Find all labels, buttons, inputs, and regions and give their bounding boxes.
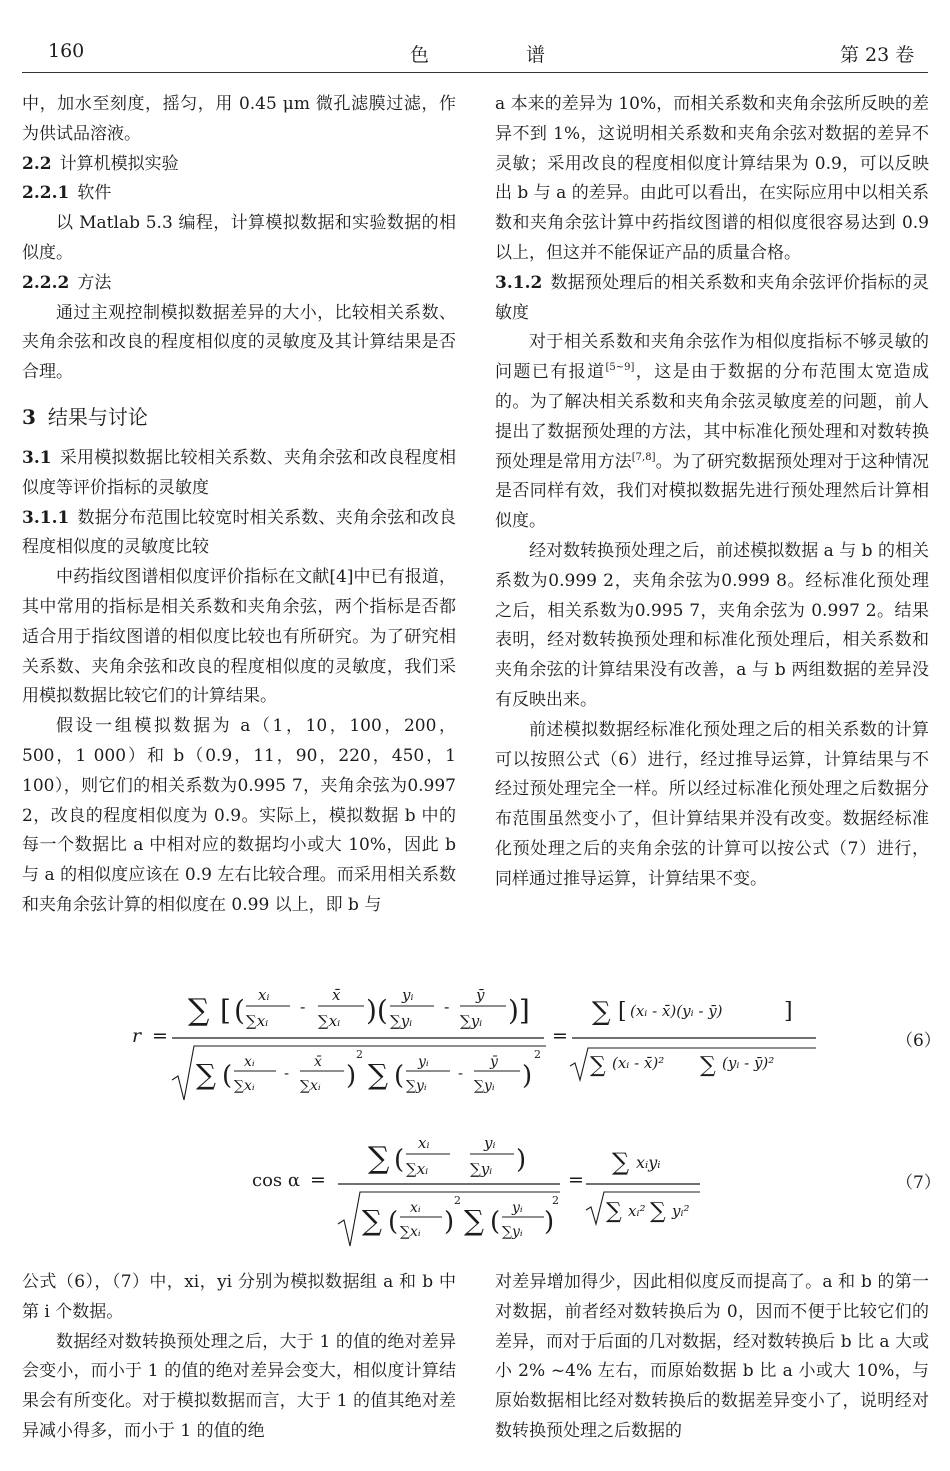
equation-6-number: （6）	[896, 1031, 941, 1051]
eq6-equals-sign: =	[552, 1025, 568, 1047]
paragraph-method: 通过主观控制模拟数据差异的大小，比较相关系数、夹角余弦和改良的程度相似度的灵敏度及其计算结果是否合理。	[22, 302, 456, 383]
eq7-paren: )	[544, 1207, 555, 1237]
eq6-paren: )(	[366, 994, 388, 1027]
eq6-term-xbar: x̄	[332, 986, 341, 1004]
eq6-term-xi: xᵢ	[258, 986, 270, 1004]
eq6-paren: )	[522, 1061, 533, 1091]
eq6-lhs: r	[132, 1025, 142, 1047]
eq6-exponent: 2	[534, 1048, 541, 1061]
paragraph-formula-note: 公式（6），（7）中，xi，yi 分别为模拟数据组 a 和 b 中第 i 个数据。	[22, 1272, 456, 1322]
text-run: 。为了研究数据预处理对于这种情况是否同样有效，我们对模拟数据先进行预处理然后计算相似度。	[495, 451, 930, 532]
eq7-paren: (	[388, 1207, 399, 1237]
eq6-sqrt-sign	[570, 1048, 816, 1080]
eq7-sum-symbol: ∑	[362, 1204, 382, 1237]
eq7-term-xi: xᵢ	[410, 1200, 421, 1216]
eq6-sum-symbol: ∑	[590, 1053, 606, 1078]
section-title: 结果与讨论	[47, 404, 148, 429]
eq6-paren: )]	[508, 994, 530, 1027]
section-number: 2.2.1	[22, 183, 70, 204]
left-column	[22, 90, 456, 921]
eq6-term-yi: yᵢ	[418, 1054, 429, 1070]
section-number: 3.1.2	[495, 272, 543, 293]
paragraph-difference: a 本来的差异为 10%，而相关系数和夹角余弦所反映的差异不到 1%，这说明相关系数和夹角余弦对数据的差异不灵敏；采用改良的程度相似度计算结果为 0.9，可以反映出 b 与 a 的差异。由此可以看出，在实际应用中以相关系数和夹角余弦计算中药指纹图谱的相似度很容易达到 0.9 以上，但这并不能保证产品的质量合格。	[495, 94, 929, 263]
eq7-lhs: cos α	[252, 1170, 301, 1191]
citation-ref[interactable]: [7,8]	[631, 451, 656, 463]
eq6-term-sum-xi: ∑xᵢ	[246, 1012, 269, 1030]
paragraph-log-transform: 经对数转换预处理之后，前述模拟数据 a 与 b 的相关系数为0.999 2，夹角余弦为0.999 8。经标准化预处理之后，相关系数为0.995 7，夹角余弦为 0.997 2。结果表明，经对数转换预处理和标准化预处理后，相关系数和夹角余弦的计算结果没有改善，a 与 b 两组数据的差异没有反映出来。	[495, 540, 929, 710]
paragraph-preprocessing	[495, 328, 929, 537]
eq6-bracket: [	[220, 994, 231, 1027]
eq7-equals-sign: =	[310, 1169, 326, 1191]
eq6-term-sq-y: (yᵢ - ȳ)²	[722, 1054, 775, 1072]
paragraph-log-conclusion: 对差异增加得少，因此相似度反而提高了。a 和 b 的第一对数据，前者经对数转换后为 0，因而不便于比较它们的差异，而对于后面的几对数据，经对数转换后 b 比 a 大或小 2% ~4% 左右，而原始数据 b 比 a 小或大 10%，与原始数据相比经对数转换后的数据差异变小了，说明经对数转换预处理之后数据的	[495, 1272, 929, 1441]
eq7-term-xi: xᵢ	[418, 1134, 430, 1152]
header-rule	[22, 72, 928, 73]
paragraph-software: 以 Matlab 5.3 编程，计算模拟数据和实验数据的相似度。	[22, 213, 456, 263]
eq7-sum-symbol: ∑	[464, 1204, 484, 1237]
eq7-term-sum-yi: ∑yᵢ	[470, 1160, 493, 1178]
paragraph-intro: 中药指纹图谱相似度评价指标在文献[4]中已有报道，其中常用的指标是相关系数和夹角余弦，两个指标是否都适合用于指纹图谱的相似度比较也有所研究。为了研究相关系数、夹角余弦和改良的程度相似度的灵敏度，我们采用模拟数据比较它们的计算结果。	[22, 567, 456, 707]
eq7-term-xiyi: xᵢyᵢ	[636, 1153, 661, 1172]
eq6-paren: (	[394, 1061, 405, 1091]
eq6-term-xbar: x̄	[314, 1054, 322, 1070]
section-number: 3	[22, 404, 36, 429]
eq7-term-sum-yi: ∑yᵢ	[502, 1224, 523, 1240]
eq6-minus: -	[444, 997, 450, 1016]
section-2-2-2-heading	[22, 269, 456, 299]
volume-label: 第 23 卷	[840, 44, 915, 66]
eq6-minus: -	[284, 1064, 290, 1082]
section-3-1-2-heading	[495, 269, 929, 329]
eq6-minus: -	[458, 1064, 464, 1082]
section-title: 软件	[77, 183, 112, 204]
section-2-2-1-heading	[22, 179, 456, 209]
eq7-equals-sign: =	[568, 1169, 584, 1191]
section-title: 数据分布范围比较宽时相关系数、夹角余弦和改良程度相似度的灵敏度比较	[22, 507, 456, 558]
eq7-term-sum-xi: ∑xᵢ	[400, 1224, 421, 1240]
equation-7-graphic	[0, 1118, 950, 1258]
section-3-1-1-heading	[22, 504, 456, 564]
eq6-bracket: ]	[784, 999, 793, 1024]
eq7-paren: (	[490, 1207, 501, 1237]
equation-7	[0, 1118, 950, 1258]
eq6-term-yi: yᵢ	[402, 986, 414, 1004]
right-column	[495, 90, 929, 895]
page-number: 160	[48, 40, 85, 62]
eq6-minus: -	[300, 997, 306, 1016]
paragraph-sample-prep: 中，加水至刻度，摇匀，用 0.45 μm 微孔滤膜过滤，作为供试品溶液。	[22, 94, 456, 144]
paragraph-abs-difference: 数据经对数转换预处理之后，大于 1 的值的绝对差异会变小，而小于 1 的值的绝对差异会变大，相似度计算结果会有所变化。对于模拟数据而言，大于 1 的值其绝对差异减小得多，而小于 1 的值的绝	[22, 1331, 456, 1441]
eq6-term-sq-x: (xᵢ - x̄)²	[612, 1054, 665, 1072]
eq7-term-yi: yᵢ	[512, 1200, 523, 1216]
section-3-heading	[22, 402, 456, 432]
eq6-term-ybar: ȳ	[476, 986, 485, 1004]
eq7-term-xi-sq: xᵢ²	[628, 1202, 646, 1220]
journal-name-char2: 谱	[526, 44, 546, 66]
paragraph-standardization: 前述模拟数据经标准化预处理之后的相关系数的计算可以按照公式（6）进行，经过推导运算，计算结果与不经过预处理完全一样。所以经过标准化预处理之后数据分布范围虽然变小了，但计算结果并没有改变。数据经标准化预处理之后的夹角余弦的计算可以按公式（7）进行，同样通过推导运算，计算结果不变。	[495, 719, 929, 889]
bottom-right-column	[495, 1268, 929, 1447]
eq7-paren: )	[516, 1145, 527, 1175]
page-header	[0, 0, 950, 78]
eq6-bracket: [	[618, 999, 627, 1024]
eq6-sum-symbol: ∑	[188, 993, 210, 1028]
eq7-term-yi: yᵢ	[484, 1134, 496, 1152]
text-run: 对于相关系数和夹角余弦作为相似度指标不够灵敏的问题已有报道	[495, 332, 929, 383]
eq6-term-ybar: ȳ	[490, 1054, 498, 1070]
section-number: 2.2.2	[22, 272, 70, 293]
journal-name-char1: 色	[410, 44, 430, 66]
section-title: 数据预处理后的相关系数和夹角余弦评价指标的灵敏度	[495, 272, 929, 323]
eq7-term-sum-xi: ∑xᵢ	[406, 1160, 429, 1178]
eq6-term-xi: xᵢ	[244, 1054, 255, 1070]
section-number: 2.2	[22, 153, 52, 174]
section-3-1-heading	[22, 444, 456, 504]
equation-6-graphic	[0, 968, 950, 1108]
eq7-exponent: 2	[552, 1194, 559, 1207]
bottom-left-column	[22, 1268, 456, 1447]
eq6-sum-symbol: ∑	[700, 1053, 716, 1078]
section-title: 方法	[77, 272, 112, 293]
section-number: 3.1	[22, 447, 52, 468]
eq6-term-sum-xi: ∑xᵢ	[234, 1078, 255, 1094]
eq6-exponent: 2	[356, 1048, 363, 1061]
eq6-paren: (	[222, 1061, 233, 1091]
eq6-equals-sign: =	[152, 1025, 168, 1047]
eq7-sum-symbol: ∑	[612, 1148, 630, 1176]
equation-6	[0, 968, 950, 1108]
text-run: ，这是由于数据的分布范围太宽造成的。为了解决相关系数和夹角余弦灵敏度差的问题，前人提出了数据预处理的方法，其中标准化预处理和对数转换预处理是常用方法	[495, 362, 930, 472]
eq7-term-yi-sq: yᵢ²	[672, 1202, 690, 1220]
eq7-sum-symbol: ∑	[368, 1141, 390, 1176]
eq6-sum-symbol: ∑	[592, 997, 611, 1027]
section-number: 3.1.1	[22, 507, 70, 528]
eq6-term-sum-yi: ∑yᵢ	[460, 1012, 483, 1030]
eq7-paren: )	[444, 1207, 455, 1237]
section-title: 采用模拟数据比较相关系数、夹角余弦和改良程度相似度等评价指标的灵敏度	[22, 447, 456, 498]
eq6-sum-symbol: ∑	[196, 1058, 216, 1091]
eq6-paren: (	[234, 994, 245, 1027]
eq6-term-sum-yi: ∑yᵢ	[406, 1078, 427, 1094]
eq6-term-sum-yi: ∑yᵢ	[390, 1012, 413, 1030]
paragraph-simulation: 假设一组模拟数据为 a（1，10，100，200，500，1 000）和 b（0.9，11，90，220，450，1 100），则它们的相关系数为0.995 7，夹角余弦为0.997 2，改良的程度相似度为 0.9。实际上，模拟数据 b 中的每一个数据比 a 中相对应的数据均小或大 10%，因此 b 与 a 的相似度应该在 0.9 左右比较合理。而采用相关系数和夹角余弦计算的相似度在 0.99 以上，即 b 与	[22, 716, 456, 915]
eq6-term-sum-xi: ∑xᵢ	[318, 1012, 341, 1030]
eq6-sum-symbol: ∑	[368, 1058, 388, 1091]
eq6-paren: )	[346, 1061, 357, 1091]
citation-ref[interactable]: [5~9]	[605, 362, 635, 374]
section-title: 计算机模拟实验	[59, 153, 179, 174]
eq7-paren: (	[394, 1145, 405, 1175]
eq6-term-sum-xi: ∑xᵢ	[300, 1078, 321, 1094]
eq7-exponent: 2	[454, 1194, 461, 1207]
equation-7-number: （7）	[896, 1173, 941, 1193]
eq7-sum-symbol: ∑	[650, 1199, 666, 1224]
section-2-2-heading	[22, 150, 456, 180]
eq6-term-sum-yi: ∑yᵢ	[474, 1078, 495, 1094]
eq6-term-product: (xᵢ - x̄)(yᵢ - ȳ)	[630, 1002, 723, 1020]
eq7-sum-symbol: ∑	[606, 1199, 622, 1224]
